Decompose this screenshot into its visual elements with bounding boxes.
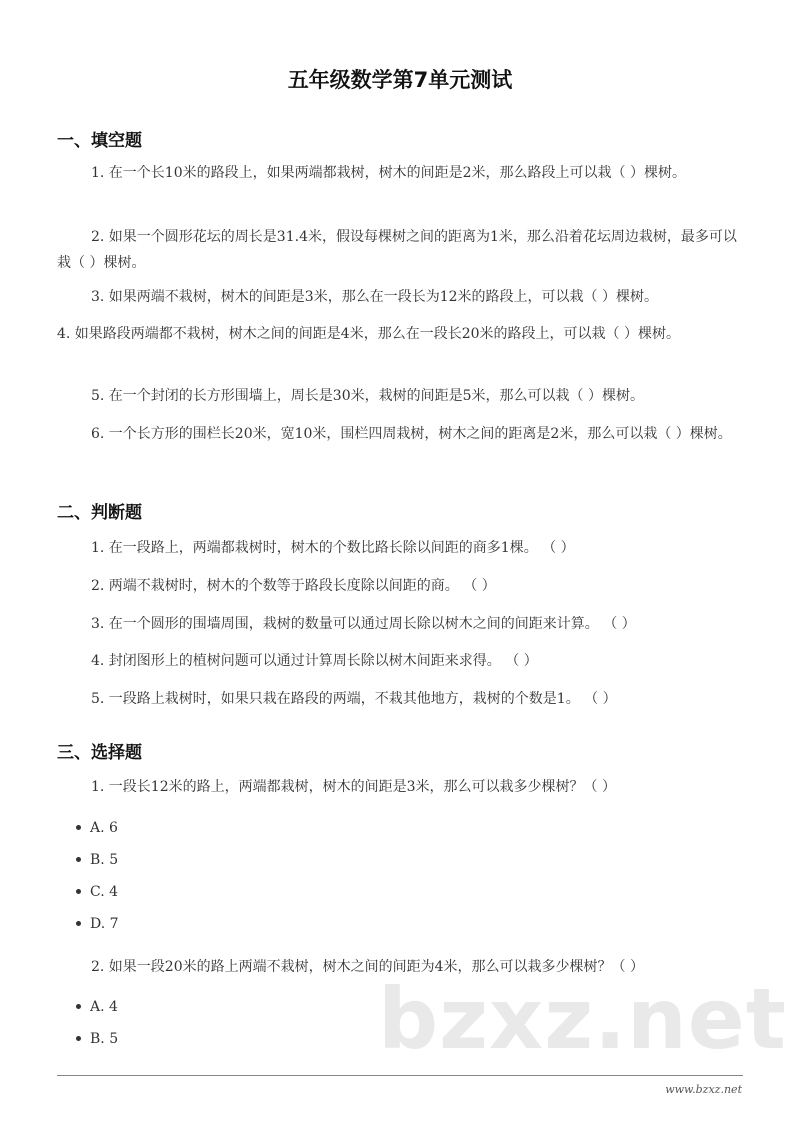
choice-question-1: 1. 一段长12米的路上，两端都栽树，树木的间距是3米，那么可以栽多少棵树？（ ）	[91, 779, 616, 795]
choice-question-2: 2. 如果一段20米的路上两端不栽树，树木之间的间距为4米，那么可以栽多少棵树？（ ）	[91, 959, 644, 975]
bullet-icon	[76, 889, 81, 894]
footer-divider	[57, 1075, 743, 1076]
section-heading-choice: 三、选择题	[57, 743, 142, 763]
section-heading-fill: 一、填空题	[57, 131, 142, 151]
watermark: bzxz.net	[378, 970, 787, 1068]
judge-question-1: 1. 在一段路上，两端都栽树时，树木的个数比路长除以间距的商多1棵。 （ ）	[91, 540, 575, 556]
footer-url: www.bzxz.net	[665, 1083, 742, 1096]
bullet-icon	[76, 1004, 81, 1009]
bullet-icon	[76, 857, 81, 862]
fill-question-5: 5. 在一个封闭的长方形围墙上，周长是30米，栽树的间距是5米，那么可以栽（ ）棵树。	[91, 388, 644, 404]
judge-question-3: 3. 在一个圆形的围墙周围，栽树的数量可以通过周长除以树木之间的间距来计算。 （ ）	[91, 616, 636, 632]
page-title: 五年级数学第7单元测试	[287, 68, 513, 92]
bullet-icon	[76, 921, 81, 926]
bullet-icon	[76, 1036, 81, 1041]
choice-1-option-d: D. 7	[76, 914, 119, 934]
choice-2-option-b: B. 5	[76, 1029, 118, 1049]
choice-1-option-c: C. 4	[76, 882, 118, 902]
choice-1-option-b: B. 5	[76, 850, 118, 870]
fill-question-6: 6. 一个长方形的围栏长20米，宽10米，围栏四周栽树，树木之间的距离是2米，那么可以栽（ ）棵树。	[91, 426, 732, 442]
fill-question-2: 2. 如果一个圆形花坛的周长是31.4米，假设每棵树之间的距离为1米，那么沿着花坛周边栽树，最多可以栽（ ）棵树。	[57, 229, 737, 271]
choice-2-option-a: A. 4	[76, 997, 118, 1017]
judge-question-2: 2. 两端不栽树时，树木的个数等于路段长度除以间距的商。 （ ）	[91, 578, 496, 594]
fill-question-1: 1. 在一个长10米的路段上，如果两端都栽树，树木的间距是2米，那么路段上可以栽（ ）棵树。	[91, 165, 686, 181]
bullet-icon	[76, 825, 81, 830]
choice-1-option-a: A. 6	[76, 818, 118, 838]
fill-question-3: 3. 如果两端不栽树，树木的间距是3米，那么在一段长为12米的路段上，可以栽（ ）棵树。	[91, 289, 658, 305]
judge-question-4: 4. 封闭图形上的植树问题可以通过计算周长除以树木间距来求得。 （ ）	[91, 653, 538, 669]
fill-question-4: 4. 如果路段两端都不栽树，树木之间的间距是4米，那么在一段长20米的路段上，可以栽（ ）棵树。	[57, 326, 680, 342]
section-heading-judge: 二、判断题	[57, 503, 142, 523]
judge-question-5: 5. 一段路上栽树时，如果只栽在路段的两端，不栽其他地方，栽树的个数是1。 （ ）	[91, 691, 617, 707]
